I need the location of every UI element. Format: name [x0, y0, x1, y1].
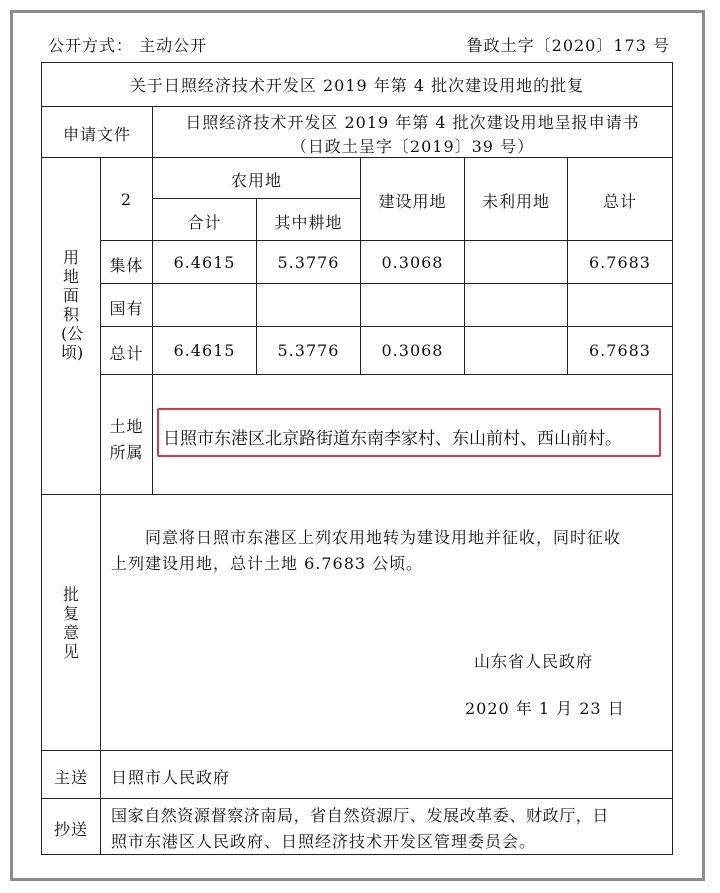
- batch-number: 2: [120, 190, 133, 209]
- table-cell: [360, 283, 465, 327]
- collective-construction: 0.3068: [381, 253, 444, 272]
- collective-arable: 5.3776: [277, 253, 340, 272]
- application-label: 申请文件: [62, 125, 131, 144]
- document-number: 鲁政土字〔2020〕173 号: [466, 36, 670, 55]
- location-label-line-2: 所属: [109, 443, 144, 462]
- cc-line-2: 照市东港区人民政府、日照经济技术开发区管理委员会。: [111, 832, 537, 851]
- approval-text-line-2: 上列建设用地，总计土地 6.7683 公顷。: [111, 554, 424, 573]
- unused-header: 未利用地: [481, 192, 550, 211]
- approval-side-label: 批复意见: [62, 585, 79, 661]
- area-side-label: 用地面积(公顷): [61, 248, 84, 362]
- sum-agri-total: 6.4615: [173, 341, 236, 360]
- row-label-state: 国有: [109, 299, 144, 318]
- send-to-value: 日照市人民政府: [111, 768, 231, 787]
- row-label-total: 总计: [109, 344, 144, 363]
- cc-line-1: 国家自然资源督察济南局，省自然资源厅、发展改革委、财政厅，日: [111, 806, 610, 825]
- table-cell: [152, 283, 257, 327]
- total-header: 总计: [602, 192, 637, 211]
- location-value: 日照市东港区北京路街道东南李家村、东山前村、西山前村。: [163, 429, 622, 449]
- document-title: 关于日照经济技术开发区 2019 年第 4 批次建设用地的批复: [129, 76, 585, 95]
- row-label-collective: 集体: [109, 256, 144, 275]
- construction-header: 建设用地: [378, 192, 447, 211]
- collective-agri-total: 6.4615: [173, 253, 236, 272]
- approval-text-line-1: 同意将日照市东港区上列农用地转为建设用地并征收，同时征收: [145, 528, 622, 547]
- location-label-line-1: 土地: [109, 417, 144, 436]
- sum-arable: 5.3776: [277, 341, 340, 360]
- arable-header: 其中耕地: [274, 213, 343, 232]
- table-cell: [256, 283, 361, 327]
- location-highlight-box: [157, 408, 661, 457]
- table-cell: [567, 283, 673, 327]
- table-cell: [464, 283, 568, 327]
- sum-construction: 0.3068: [381, 341, 444, 360]
- table-cell: [464, 326, 568, 375]
- approval-date: 2020 年 1 月 23 日: [465, 699, 625, 718]
- collective-total: 6.7683: [589, 253, 651, 272]
- approval-signer: 山东省人民政府: [474, 652, 594, 671]
- cc-label: 抄送: [53, 820, 88, 839]
- sum-total: 6.7683: [589, 341, 651, 360]
- application-line-1: 日照经济技术开发区 2019 年第 4 批次建设用地呈报申请书: [185, 113, 640, 132]
- application-line-2: （日政土呈字〔2019〕39 号）: [290, 137, 535, 156]
- send-to-label: 主送: [53, 768, 88, 787]
- table-cell: [464, 240, 568, 284]
- agri-header: 农用地: [230, 171, 282, 190]
- subtotal-header: 合计: [187, 213, 222, 232]
- disclosure-mode: 公开方式： 主动公开: [48, 36, 208, 55]
